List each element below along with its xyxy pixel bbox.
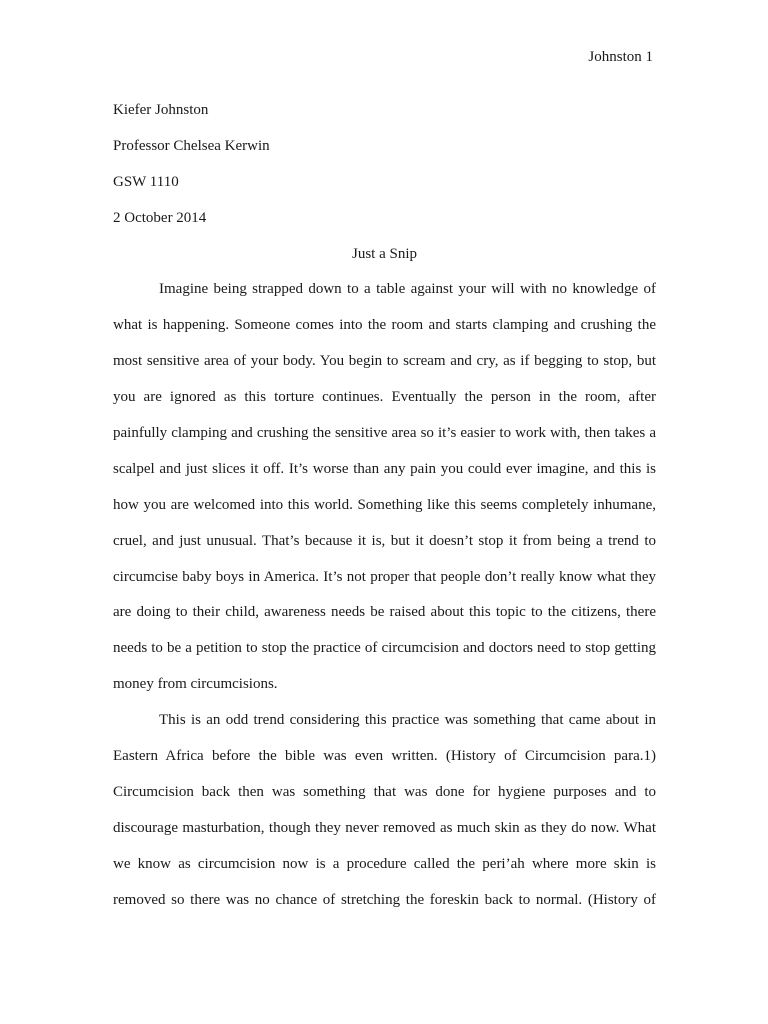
heading-professor: Professor Chelsea Kerwin [113, 137, 270, 154]
paragraph-line: we know as circumcision now is a procedure called the peri’ah where more skin is [113, 855, 656, 872]
paragraph-line: what is happening. Someone comes into the room and starts clamping and crushing the [113, 317, 656, 334]
document-body [113, 93, 656, 918]
paragraph-2 [113, 703, 656, 918]
paragraph-line: Eastern Africa before the bible was even written. (History of Circumcision para.1) [113, 748, 656, 765]
heading-author: Kiefer Johnston [113, 102, 209, 118]
paragraph-1 [113, 272, 656, 703]
paragraph-line: Imagine being strapped down to a table against your will with no knowledge of [159, 281, 656, 298]
paragraph-line: are doing to their child, awareness needs be raised about this topic to the citizens, there [113, 604, 656, 621]
paragraph-line: cruel, and just unusual. That’s because it is, but it doesn’t stop it from being a trend to [113, 532, 656, 549]
paragraph-line: This is an odd trend considering this practice was something that came about in [159, 712, 656, 729]
heading-date: 2 October 2014 [113, 209, 207, 226]
paragraph-line: how you are welcomed into this world. Something like this seems completely inhumane, [113, 496, 656, 513]
heading-course: GSW 1110 [113, 173, 179, 190]
paragraph-line: Circumcision back then was something that was done for hygiene purposes and to [113, 783, 656, 800]
essay-title: Just a Snip [351, 245, 417, 262]
paragraph-line: most sensitive area of your body. You begin to scream and cry, as if begging to stop, but [113, 353, 656, 370]
paragraph-line: discourage masturbation, though they never removed as much skin as they do now. What [113, 819, 656, 836]
paragraph-line: circumcise baby boys in America. It’s not proper that people don’t really know what they [113, 568, 656, 585]
paragraph-line: scalpel and just slices it off. It’s worse than any pain you could ever imagine, and this is [113, 460, 656, 477]
paragraph-line: needs to be a petition to stop the practice of circumcision and doctors need to stop getting [113, 640, 656, 657]
paragraph-line: painfully clamping and crushing the sensitive area so it’s easier to work with, then takes a [113, 425, 656, 442]
paragraph-line: removed so there was no chance of stretching the foreskin back to normal. (History of [113, 891, 656, 908]
paragraph-line: money from circumcisions. [113, 676, 278, 693]
running-header-page-number: Johnston 1 [588, 49, 653, 65]
paragraph-line: you are ignored as this torture continues. Eventually the person in the room, after [113, 389, 656, 406]
